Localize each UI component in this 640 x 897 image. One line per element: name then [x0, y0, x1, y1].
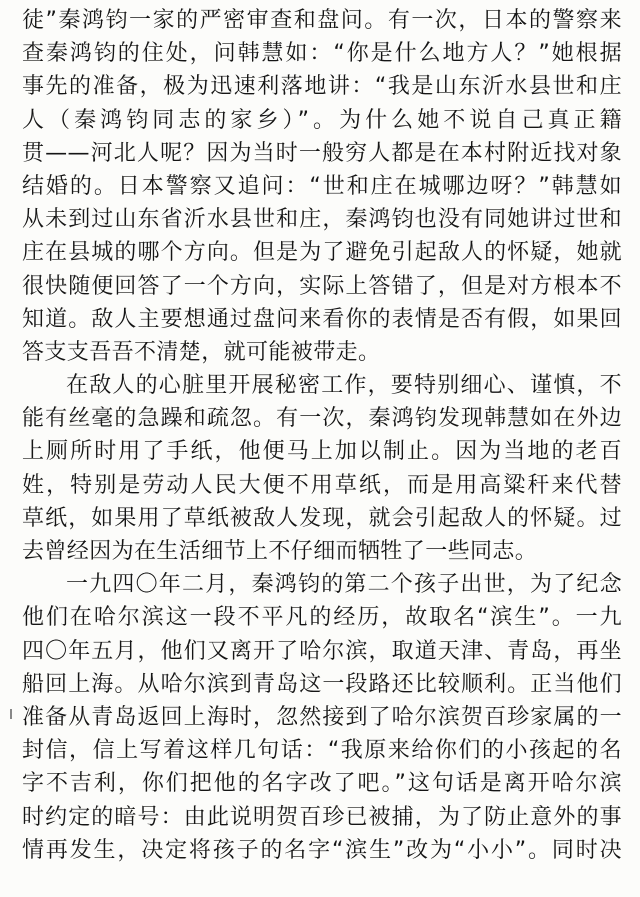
text-line: 人（秦鸿钧同志的家乡）”。为什么她不说自己真正籍	[22, 107, 622, 133]
text-line: 事先的准备，极为迅速利落地讲：“我是山东沂水县世和庄	[22, 74, 622, 100]
text-line: 贯——河北人呢？因为当时一般穷人都是在本村附近找对象	[22, 140, 622, 166]
text-line: 情再发生，决定将孩子的名字“滨生”改为“小小”。同时决	[22, 837, 622, 863]
text-line: 庄在县城的哪个方向。但是为了避免引起敌人的怀疑，她就	[22, 240, 622, 266]
text-line: 上厕所时用了手纸，他便马上加以制止。因为当地的老百	[22, 439, 622, 465]
text-line: 很快随便回答了一个方向，实际上答错了，但是对方根本不	[22, 273, 622, 299]
text-line: 字不吉利，你们把他的名字改了吧。”这句话是离开哈尔滨	[22, 771, 622, 797]
text-line: 查秦鸿钧的住处，问韩慧如：“你是什么地方人？”她根据	[22, 41, 622, 67]
paragraph-end-line: 答支支吾吾不清楚，就可能被带走。	[22, 339, 381, 365]
body-text	[22, 4, 622, 867]
text-line: 草纸，如果用了草纸被敌人发现，就会引起敌人的怀疑。过	[22, 505, 622, 531]
text-line: 从未到过山东省沂水县世和庄，秦鸿钧也没有同她讲过世和	[22, 207, 622, 233]
text-line: 能有丝毫的急躁和疏忽。有一次，秦鸿钧发现韩慧如在外边	[22, 406, 622, 432]
text-line: 准备从青岛返回上海时，忽然接到了哈尔滨贺百珍家属的一	[22, 704, 622, 730]
text-line: 他们在哈尔滨这一段不平凡的经历，故取名“滨生”。一九	[22, 605, 622, 631]
text-line: 四〇年五月，他们又离开了哈尔滨，取道天津、青岛，再坐	[22, 638, 622, 664]
text-line: 徒”秦鸿钧一家的严密审查和盘问。有一次，日本的警察来	[22, 8, 622, 33]
text-line: 姓，特别是劳动人民大便不用草纸，而是用高粱秆来代替	[22, 472, 622, 498]
paragraph-start-line: 在敌人的心脏里开展秘密工作，要特别细心、谨慎，不	[66, 373, 622, 399]
paragraph-end-line: 去曾经因为在生活细节上不仔细而牺牲了一些同志。	[22, 539, 538, 564]
text-line: 封信，信上写着这样几句话：“我原来给你们的小孩起的名	[22, 738, 622, 764]
text-line: 船回上海。从哈尔滨到青岛这一段路还比较顺利。正当他们	[22, 671, 622, 697]
text-line: 时约定的暗号：由此说明贺百珍已被捕，为了防止意外的事	[22, 804, 622, 830]
text-line: 结婚的。日本警察又追问：“世和庄在城哪边呀？”韩慧如	[22, 173, 622, 199]
margin-mark	[10, 709, 12, 719]
paragraph-start-line: 一九四〇年二月，秦鸿钧的第二个孩子出世，为了纪念	[66, 572, 622, 598]
text-line: 知道。敌人主要想通过盘问来看你的表情是否有假，如果回	[22, 306, 622, 332]
